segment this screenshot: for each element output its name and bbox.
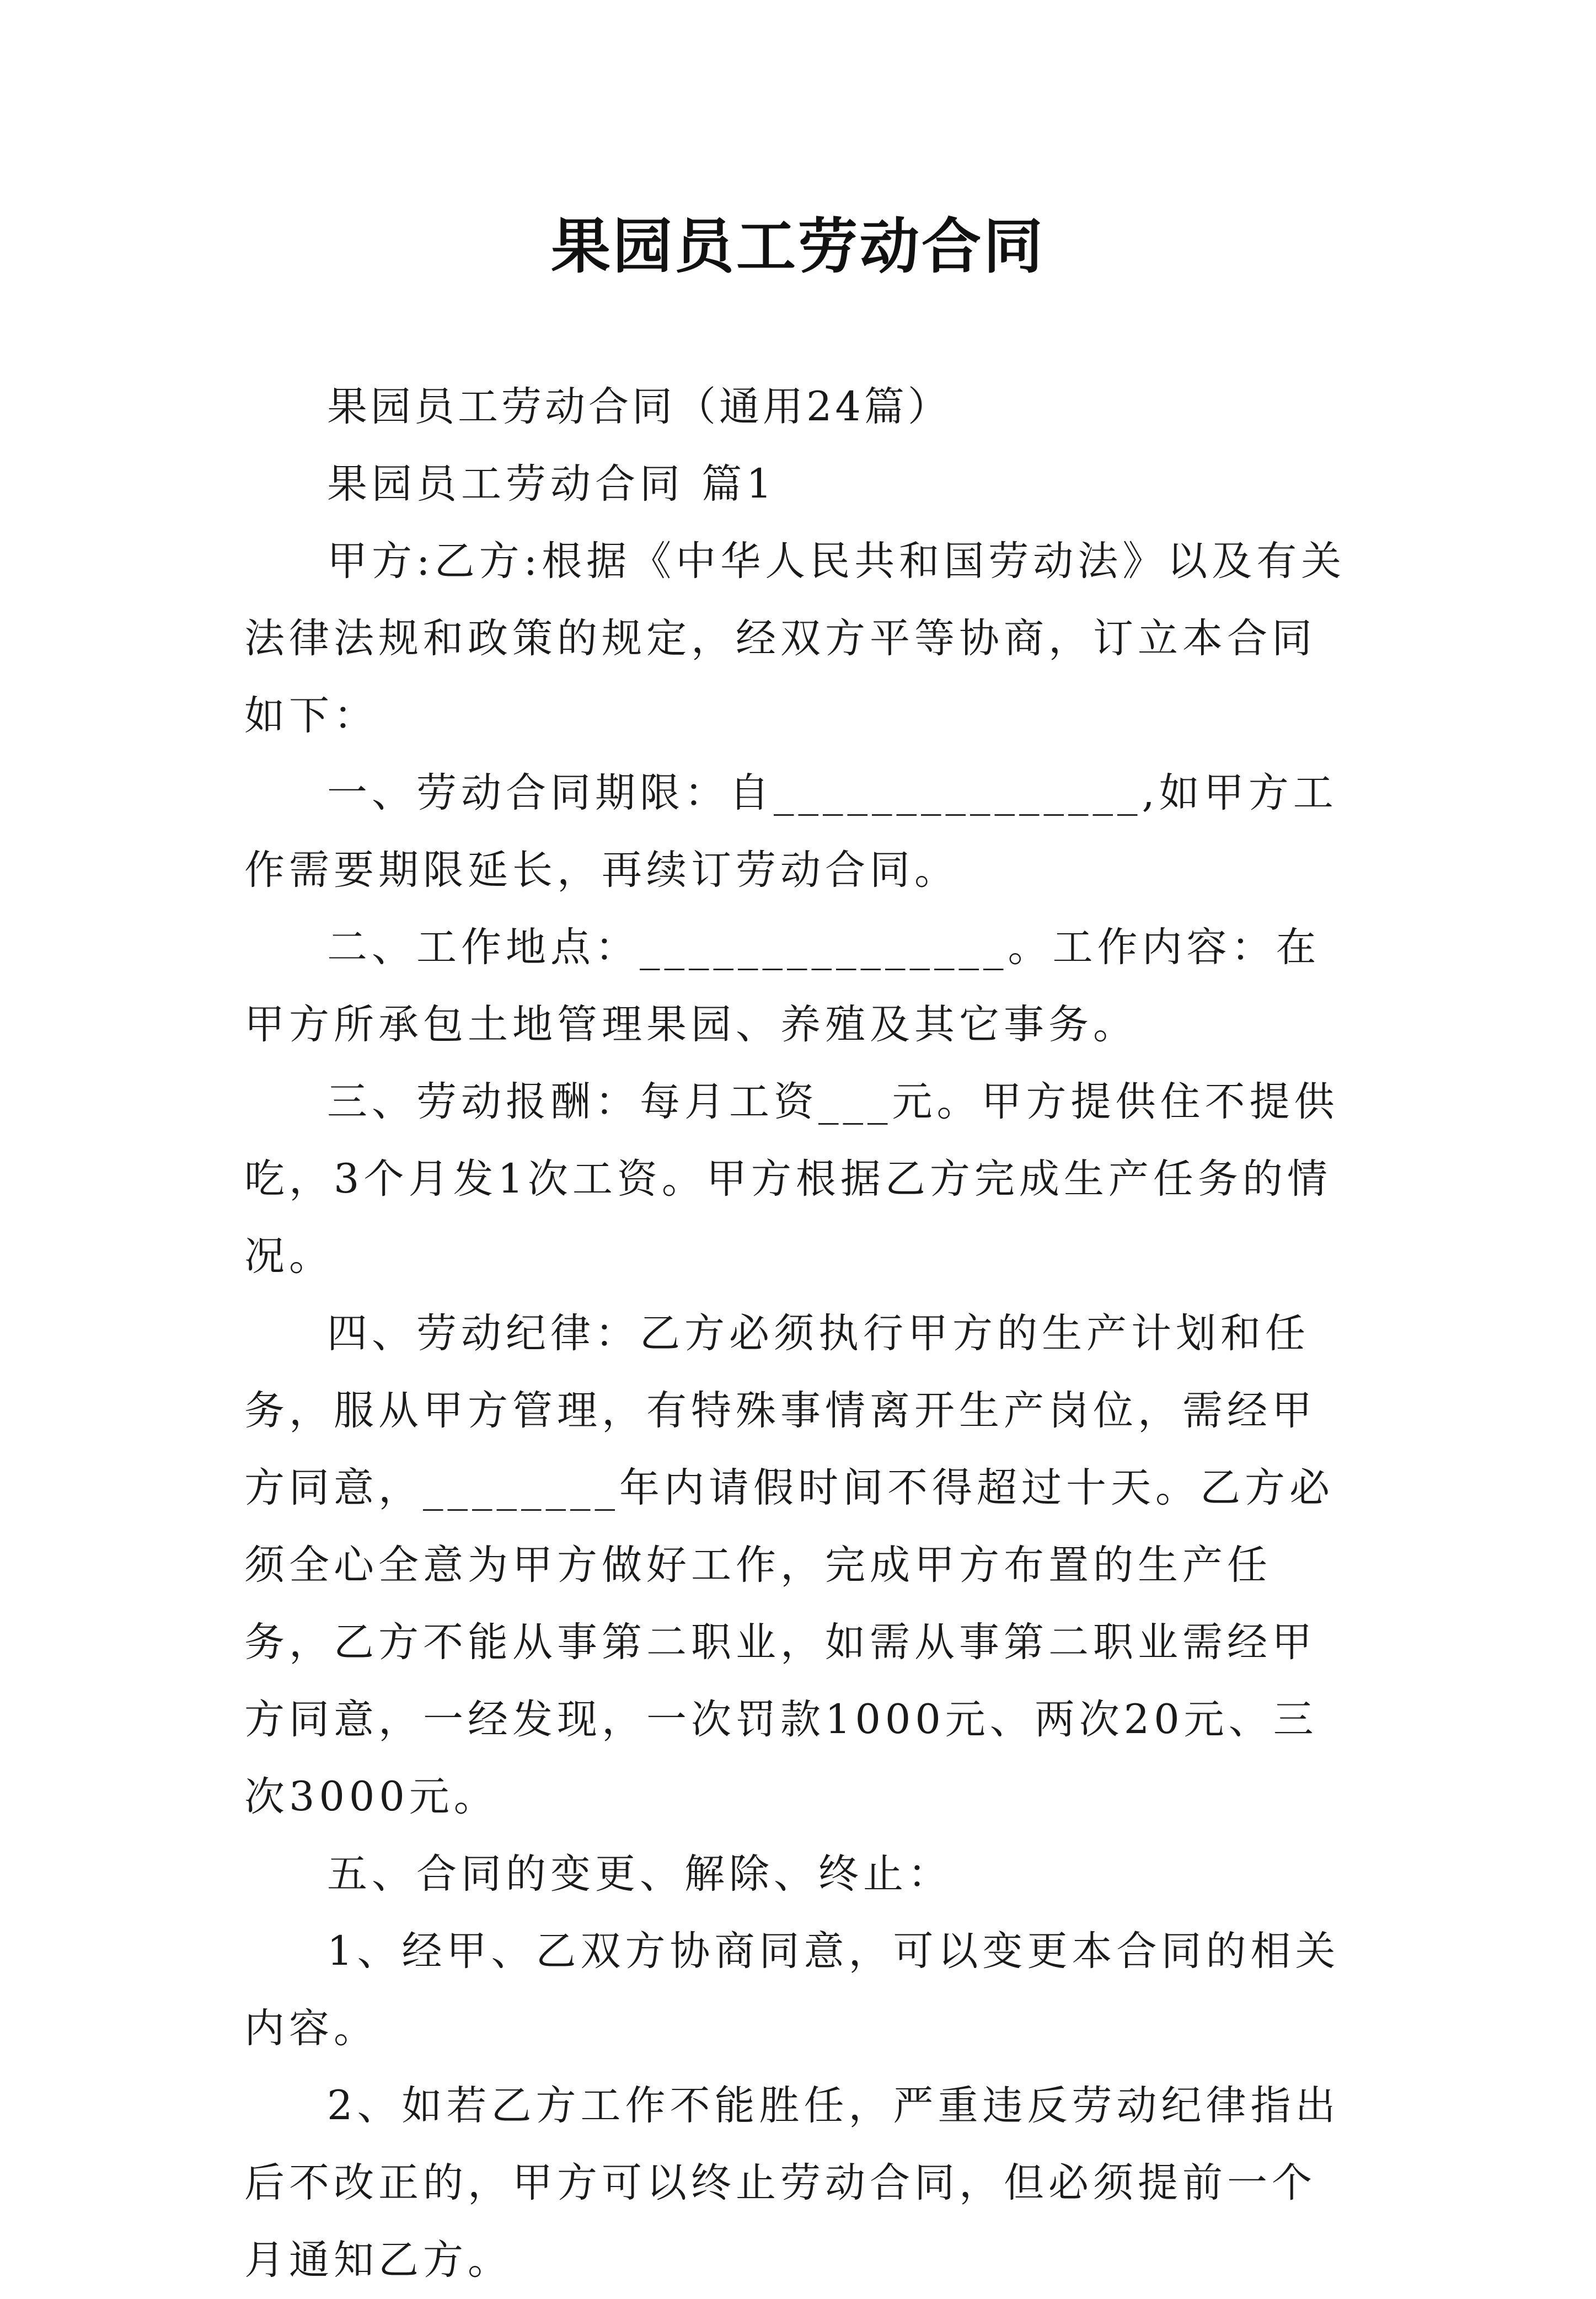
paragraph-section-heading: 果园员工劳动合同 篇1	[327, 461, 776, 507]
document-body	[244, 368, 1358, 2299]
paragraph-preamble: 甲方:乙方:根据《中华人民共和国劳动法》以及有关法律法规和政策的规定，经双方平等协商，订立本合同如下：	[244, 538, 1346, 739]
document-title: 果园员工劳动合同	[550, 212, 1045, 281]
paragraph-clause-location: 二、工作地点：_______________。工作内容：在甲方所承包土地管理果园、养殖及其它事务。	[244, 924, 1321, 1048]
paragraph-item-1: 1、经甲、乙双方协商同意，可以变更本合同的相关内容。	[244, 1928, 1340, 2052]
paragraph-clause-pay: 三、劳动报酬：每月工资___元。甲方提供住不提供吃，3个月发1次工资。甲方根据乙方完成生产任务的情况。	[244, 1078, 1339, 1280]
paragraph-subtitle: 果园员工劳动合同（通用24篇）	[327, 383, 951, 430]
paragraph-clause-discipline: 四、劳动纪律：乙方必须执行甲方的生产计划和任务，服从甲方管理，有特殊事情离开生产岗位，需经甲方同意，________年内请假时间不得超过十天。乙方必须全心全意为甲方做好工作，完成甲方布置的生产任务，乙方不能从事第二职业，如需从事第二职业需经甲方同意，一经发现，一次罚款1000元、两次20元、三次3000元。	[244, 1310, 1334, 1820]
paragraph-clause-term: 一、劳动合同期限：自_______________,如甲方工作需要期限延长，再续订劳动合同。	[244, 769, 1338, 894]
paragraph-item-2: 2、如若乙方工作不能胜任，严重违反劳动纪律指出后不改正的，甲方可以终止劳动合同，但必须提前一个月通知乙方。	[244, 2082, 1340, 2284]
paragraph-clause-change: 五、合同的变更、解除、终止：	[327, 1851, 952, 1897]
